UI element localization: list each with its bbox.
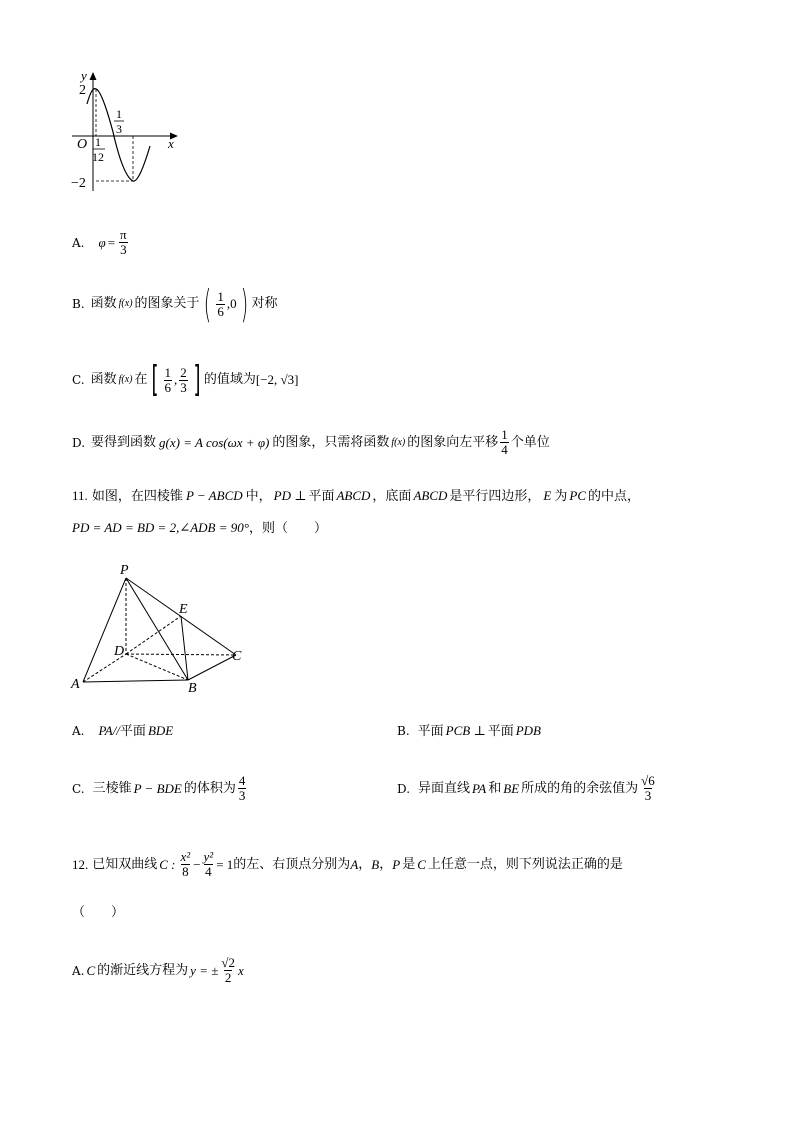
q12-paren: （ ）	[72, 905, 125, 920]
fraction: $\frac{√2}{2}$	[221, 955, 235, 985]
q12-stem: 12. 已知双曲线 C : $\frac{\text{x²}}{8}$ − $\frac{\text{y²}}{4}$ = 1 的左、右顶点分别为 A ， B ， P 是 C 上任意一点，则下列说法正确的是	[72, 849, 623, 879]
graph-y-min-label: −2	[71, 176, 86, 191]
option-text: 函数	[90, 372, 117, 387]
option-prefix: B.	[72, 297, 85, 311]
option-text: 对称	[251, 296, 278, 311]
math-eq: =	[107, 234, 116, 250]
vertex-label-p: P	[120, 563, 129, 578]
option-text: 的图象关于	[134, 296, 200, 311]
option-text: 个单位	[510, 434, 550, 450]
option-text: 的值域为	[203, 372, 256, 387]
q10-option-d[interactable]	[72, 428, 550, 457]
option-prefix: C.	[72, 373, 85, 387]
math-fx: f(x)	[118, 374, 133, 385]
fraction: $\frac{4}{3}$	[238, 773, 246, 803]
option-text: 要得到函数	[91, 434, 157, 450]
vertex-label-a: A	[71, 677, 80, 692]
math-range: [−2, √3]	[255, 372, 299, 387]
option-prefix: A.	[72, 235, 85, 250]
fraction: $\frac{√6}{3}$	[641, 773, 655, 803]
graph-tick-label: 3	[116, 122, 122, 136]
option-prefix: D.	[72, 435, 86, 450]
vertex-label-d: D	[114, 644, 125, 659]
sine-graph	[66, 66, 186, 196]
graph-x-label: x	[168, 136, 174, 151]
vertex-label-e: E	[179, 602, 188, 617]
q11-stem-line1: 11. 如图，在四棱锥 P − ABCD 中， PD ⊥ 平面 ABCD ，底面 ABCD 是平行四边形， E 为 PC 的中点，	[72, 488, 641, 504]
q10-option-a[interactable]	[72, 228, 130, 257]
graph-tick-label: 1	[116, 107, 122, 121]
graph-origin-label: O	[77, 137, 88, 152]
math-text: ,0	[226, 296, 237, 311]
q11-option-d[interactable]: D. 异面直线 PA 和 BE 所成的角的余弦值为 $\frac{√6}{3}$	[397, 773, 655, 803]
graph-y-max-label: 2	[79, 83, 86, 98]
q11-option-c[interactable]: C. 三棱锥 P − BDE 的体积为 $\frac{4}{3}$	[72, 773, 246, 803]
math-fx: f(x)	[118, 298, 133, 309]
option-text: 的图象，只需将函数	[272, 434, 390, 450]
fraction: $\frac{\pi}{3}$	[120, 227, 127, 257]
fraction: $\frac{\text{x²}}{8}$	[180, 849, 191, 879]
q12-option-a[interactable]: A. C 的渐近线方程为 y = ± $\frac{√2}{2}$ x	[72, 955, 244, 985]
option-text: 在	[134, 372, 148, 387]
fraction: $\frac{1}{6}$	[217, 288, 224, 319]
graph-x-axis	[72, 133, 178, 140]
fraction: $\frac{1}{6}$	[164, 364, 172, 395]
q11-stem-line2: PD = AD = BD = 2,∠ADB = 90°，则（ ）	[72, 520, 327, 536]
fraction: $\frac{\text{y²}}{4}$	[203, 849, 214, 879]
vertex-label-c: C	[232, 649, 242, 664]
math-fx: f(x)	[391, 436, 406, 448]
q11-option-a[interactable]: A. PA//平面 BDE	[72, 723, 174, 739]
vertex-label-b: B	[188, 681, 197, 696]
fraction: $\frac{1}{4}$	[501, 427, 508, 457]
graph-tick-label: 12	[92, 150, 104, 164]
q11-option-b[interactable]: B. 平面 PCB ⊥ 平面 PDB	[397, 723, 541, 739]
option-text: 的图象向左平移	[407, 434, 499, 450]
graph-tick-label: 1	[95, 135, 101, 149]
fraction: $\frac{2}{3}$	[180, 364, 187, 395]
math-var: φ	[98, 234, 106, 250]
graph-y-label: y	[81, 68, 87, 83]
option-text: 函数	[90, 296, 117, 311]
q10-option-c[interactable]: C. 函数 f(x) 在 [ $\frac{1}{6}$ , $\frac{2}{3}$ ] 的值域为 [−2, √3]	[72, 359, 299, 400]
pyramid-figure	[66, 558, 256, 698]
q10-option-b[interactable]: B. 函数 f(x) 的图象关于 ( $\frac{1}{6}$ ,0 ) 对称	[72, 282, 278, 326]
math-gx: g(x) = A cos(ωx + φ)	[159, 434, 270, 450]
